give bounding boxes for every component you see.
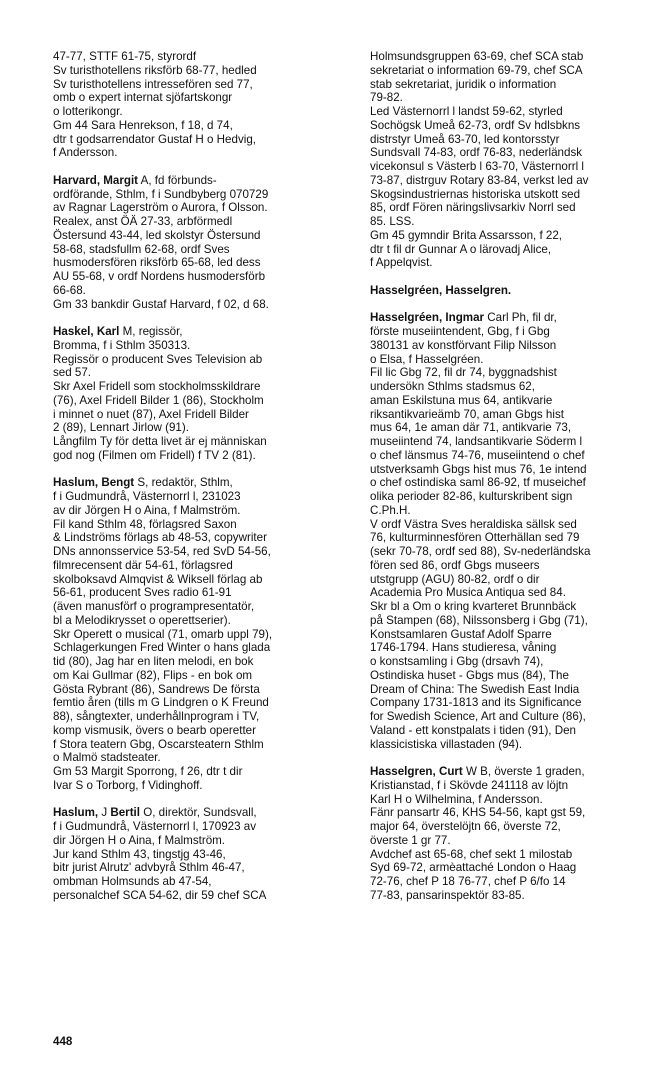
text-line: f Andersson.: [53, 146, 118, 160]
text-line: distrstyr Umeå 63-70, led kontorsstyr: [370, 132, 560, 146]
text-line: tid (80), Jag har en liten melodi, en bok: [53, 655, 254, 668]
text-line: om Kai Gullmar (82), Flips - en bok om: [53, 668, 253, 682]
entry-harvard-margit: [53, 174, 339, 312]
text-line: riksantikvarieämb 70, aman Gbgs hist: [370, 407, 564, 421]
text-line: A, fd förbunds-: [138, 173, 217, 187]
text-line: museiintend 74, landsantikvarie Söderm l: [370, 435, 583, 448]
text-line: J: [98, 806, 111, 820]
text-line: Fil kand Sthlm 48, förlagsred Saxon: [53, 517, 237, 531]
text-line: Avdchef ast 65-68, chef sekt 1 milostab: [370, 847, 573, 861]
text-line: undersökn Sthlms stadsmus 62,: [370, 380, 535, 393]
entry-name: Hasselgren, Curt: [370, 765, 463, 778]
text-line: f i Gudmundrå, Västernorrl l, 231023: [53, 490, 241, 503]
text-line: (76), Axel Fridell Bilder 1 (86), Stockholm: [53, 393, 264, 407]
text-line: M, regissör,: [119, 325, 183, 338]
text-line: stab sekretariat, juridik o information: [370, 77, 557, 91]
text-line: av dir Jörgen H o Aina, f Malmström.: [53, 503, 241, 517]
text-line: Gösta Rybrant (86), Sandrews De första: [53, 682, 260, 696]
text-line: Ivar S o Torborg, f Vidinghoff.: [53, 778, 203, 792]
text-line: o lotterikongr.: [53, 105, 123, 118]
text-line: 79-82.: [370, 91, 403, 105]
text-line: o chef ostindiska saml 86-92, tf museichef: [370, 476, 586, 490]
text-line: av Ragnar Lagerström o Aurora, f Olsson.: [53, 201, 268, 215]
text-line: Schlagerkungen Fred Winter o hans glada: [53, 641, 271, 655]
text-line: C.Ph.H.: [370, 503, 411, 517]
text-line: Gm 44 Sara Henrekson, f 18, d 74,: [53, 118, 233, 132]
text-line: & Lindströms förlags ab 48-53, copywriter: [53, 531, 267, 545]
text-line: Holmsundsgruppen 63-69, chef SCA stab: [370, 50, 584, 63]
text-line: O, direktör, Sundsvall,: [140, 806, 257, 820]
text-line: o Elsa, f Hasselgréen.: [370, 352, 484, 366]
text-line: Carl Ph, fil dr,: [484, 311, 557, 325]
entry-hasselgren-curt: [370, 765, 656, 903]
text-line: klassicistiska villastaden (94).: [370, 737, 523, 751]
entry-continuation-right: [370, 50, 656, 270]
text-line: komp vismusik, övers o bearb operetter: [53, 723, 256, 737]
text-line: Gm 45 gymndir Brita Assarsson, f 22,: [370, 228, 563, 242]
text-line: ombman Holmsunds ab 47-54,: [53, 875, 212, 888]
page-number: 448: [53, 1035, 73, 1048]
text-line: 77-83, pansarinspektör 83-85.: [370, 888, 525, 902]
text-line: förste museiintendent, Gbg, f i Gbg: [370, 325, 550, 338]
text-line: W B, överste 1 graden,: [462, 765, 585, 778]
text-line: 58-68, stadsfullm 62-68, ordf Sves: [53, 242, 230, 256]
entry-name: Harvard, Margit: [53, 173, 139, 187]
left-column: [53, 50, 339, 916]
text-line: utstgrupp (AGU) 80-82, ordf o dir: [370, 572, 540, 586]
entry-name: Hasselgréen, Ingmar: [370, 311, 485, 325]
text-line: S, redaktör, Sthlm,: [134, 476, 233, 490]
text-line: (även manusförf o programpresentatör,: [53, 600, 255, 613]
entry-heading-line: [53, 806, 339, 820]
text-line: 88), sångtexter, underhållnprogram i TV,: [53, 710, 260, 723]
text-line: Skr Operett o musical (71, omarb uppl 79),: [53, 627, 273, 641]
text-line: 47-77, STTF 61-75, styrordf: [53, 50, 197, 63]
text-line: f Appelqvist.: [370, 256, 433, 270]
text-line: sekretariat o information 69-79, chef SCA: [370, 63, 583, 77]
text-line: 73-87, distrguv Rotary 83-84, verkst led av: [370, 173, 589, 187]
entry-cross-reference: [370, 284, 656, 298]
text-line: o Malmö stadsteater.: [53, 751, 161, 765]
entry-heading-line: [53, 325, 339, 339]
entry-name: Haskel, Karl: [53, 325, 120, 338]
text-line: Fil lic Gbg 72, fil dr 74, byggnadshist: [370, 366, 557, 380]
entry-haslum-bertil: [53, 806, 339, 902]
text-line: femtio åren (tills m G Lindgren o K Freund: [53, 696, 269, 710]
text-line: personalchef SCA 54-62, dir 59 chef SCA: [53, 888, 267, 902]
text-line: dtr t godsarrendator Gustaf H o Hedvig,: [53, 132, 256, 146]
text-line: Ostindiska huset - Gbgs mus (84), The: [370, 668, 569, 682]
entry-haslum-bengt: [53, 476, 339, 792]
text-line: 66-68.: [53, 283, 86, 297]
text-line: o chef länsmus 74-76, museiintend o chef: [370, 448, 585, 462]
entry-heading-line: [53, 476, 339, 490]
text-line: Skr Axel Fridell som stockholmsskildrare: [53, 380, 261, 393]
text-line: olika perioder 82-86, kulturskribent sign: [370, 490, 573, 503]
text-line: sed 57.: [53, 366, 92, 380]
text-line: dir Jörgen H o Aina, f Malmström.: [53, 833, 226, 847]
text-line: Långfilm Ty för detta livet är ej människan: [53, 435, 267, 448]
text-line: f Stora teatern Gbg, Oscarsteatern Sthlm: [53, 737, 264, 751]
text-line: Skogsindustriernas historiska utskott sed: [370, 187, 581, 201]
text-line: 380131 av konstförvant Filip Nilsson: [370, 338, 557, 352]
text-line: Syd 69-72, armèattaché London o Haag: [370, 861, 577, 875]
text-line: Östersund 43-44, led skolstyr Östersund: [53, 228, 261, 242]
text-line: omb o expert internat sjöfartskongr: [53, 91, 233, 105]
text-line: bitr jurist Alrutz' advbyrå Sthlm 46-47,: [53, 861, 245, 875]
entry-haskel-karl: [53, 325, 339, 463]
text-line: f i Gudmundrå, Västernorrl l, 170923 av: [53, 820, 256, 833]
text-line: 72-76, chef P 18 76-77, chef P 6/fo 14: [370, 875, 566, 888]
entry-continuation-left: [53, 50, 339, 160]
text-line: god nog (Filmen om Fridell) f TV 2 (81).: [53, 448, 256, 462]
text-line: Sundsvall 74-83, ordf 76-83, nederländsk: [370, 146, 583, 160]
text-line: Konstsamlaren Gustaf Adolf Sparre: [370, 627, 552, 641]
text-line: Company 1731-1813 and its Significance: [370, 696, 582, 710]
text-line: husmodersfören riksförb 65-68, led dess: [53, 256, 261, 270]
entry-heading-line: [53, 174, 339, 188]
text-line: Fänr pansartr 46, KHS 54-56, kapt gst 59,: [370, 806, 586, 820]
text-line: aman Eskilstuna mus 64, antikvarie: [370, 393, 553, 407]
text-line: 76, kulturminnesfören Otterhällan sed 79: [370, 531, 580, 545]
text-line: överste 1 gr 77.: [370, 833, 451, 847]
text-line: ordförande, Sthlm, f i Sundbyberg 070729: [53, 187, 269, 201]
text-line: Sv turisthotellens riksförb 68-77, hedled: [53, 63, 257, 77]
right-column: [370, 50, 656, 916]
text-line: Sv turisthotellens intressefören sed 77,: [53, 77, 253, 91]
text-line: Bromma, f i Sthlm 350313.: [53, 338, 191, 352]
text-line: Kristianstad, f i Skövde 241118 av löjtn: [370, 778, 569, 792]
text-line: Sochögsk Umeå 62-73, ordf Sv hdlsbkns: [370, 118, 581, 132]
text-line: AU 55-68, v ordf Nordens husmodersförb: [53, 270, 266, 283]
text-line: o konstsamling i Gbg (drsavh 74),: [370, 655, 544, 668]
text-line: skolboksavd Almqvist & Wiksell förlag ab: [53, 572, 263, 586]
text-line: utstverksamh Gbgs hist mus 76, 1e intend: [370, 462, 587, 476]
text-line: Regissör o producent Sves Television ab: [53, 352, 263, 366]
entry-heading-line: [370, 765, 656, 779]
text-line: 56-61, producent Sves radio 61-91: [53, 586, 232, 600]
text-line: major 64, överstelöjtn 66, överste 72,: [370, 820, 561, 833]
entry-hasselgreen-ingmar: [370, 311, 656, 751]
text-line: bl a Melodikrysset o operettserier).: [53, 613, 231, 627]
text-line: Academia Pro Musica Antiqua sed 84.: [370, 586, 566, 600]
text-line: mus 64, 1e aman där 71, antikvarie 73,: [370, 421, 572, 435]
text-line: i minnet o nuet (87), Axel Fridell Bilder: [53, 407, 249, 421]
text-line: Realex, anst ÖÄ 27-33, arbförmedl: [53, 215, 233, 228]
text-line: 85, ordf Fören näringslivsarkiv Norrl sed: [370, 201, 576, 215]
text-line: 1746-1794. Hans studieresa, våning: [370, 641, 557, 655]
text-line: Jur kand Sthlm 43, tingstjg 43-46,: [53, 847, 226, 861]
entry-name: Haslum, Bengt: [53, 476, 135, 490]
text-line: Gm 33 bankdir Gustaf Harvard, f 02, d 68.: [53, 297, 269, 311]
entry-name-bold-part: Bertil: [110, 806, 140, 820]
text-line: dtr t fil dr Gunnar A o lärovadj Alice,: [370, 242, 552, 256]
text-line: V ordf Västra Sves heraldiska sällsk sed: [370, 517, 577, 531]
text-line: Valand - ett konstpalats i tiden (91), Den: [370, 723, 577, 737]
text-line: 2 (89), Lennart Jirlow (91).: [53, 421, 189, 435]
text-line: på Stampen (68), Nilssonsberg i Gbg (71),: [370, 613, 588, 627]
text-line: Skr bl a Om o kring kvarteret Brunnbäck: [370, 600, 577, 613]
text-line: Gm 53 Margit Sporrong, f 26, dtr t dir: [53, 765, 243, 778]
text-line: for Swedish Science, Art and Culture (86),: [370, 710, 586, 723]
text-line: 85. LSS.: [370, 215, 415, 228]
text-line: fören sed 86, ordf Gbgs museers: [370, 558, 540, 572]
entry-heading-line: [370, 311, 656, 325]
entry-name: Hasselgréen, Hasselgren.: [370, 283, 512, 297]
text-line: Led Västernorrl l landst 59-62, styrled: [370, 105, 563, 118]
text-line: Karl H o Wilhelmina, f Andersson.: [370, 792, 543, 806]
entry-name: Haslum,: [53, 806, 99, 820]
text-line: Dream of China: The Swedish East India: [370, 682, 580, 696]
text-line: (sekr 70-78, ordf sed 88), Sv-nederländska: [370, 545, 591, 558]
text-line: filmrecensent där 54-61, förlagsred: [53, 558, 233, 572]
text-line: DNs annonsservice 53-54, red SvD 54-56,: [53, 545, 271, 558]
text-line: vicekonsul s Västerb l 63-70, Västernorrl l: [370, 160, 584, 173]
